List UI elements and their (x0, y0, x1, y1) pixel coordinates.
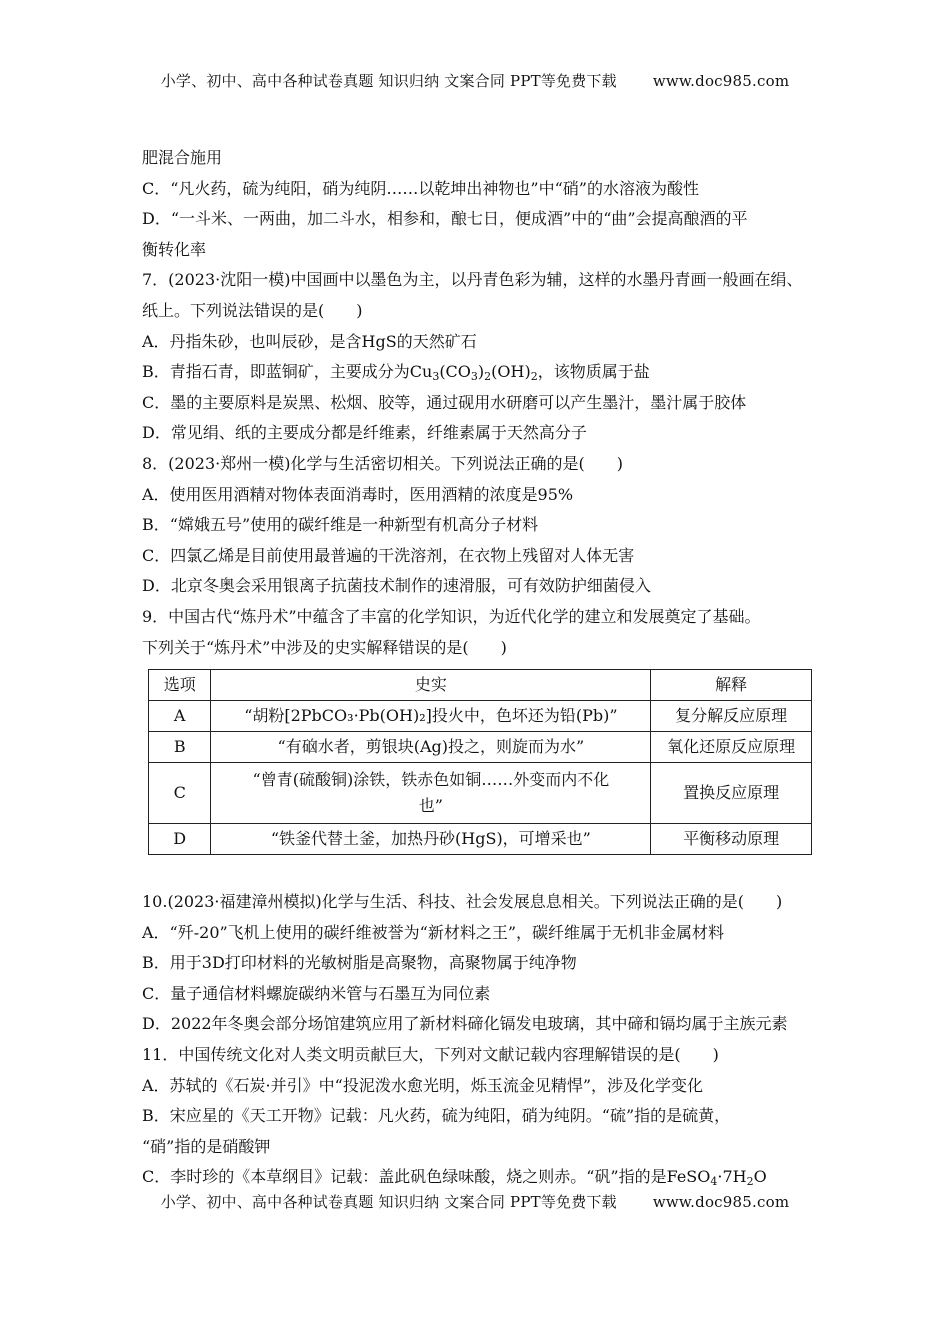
row-fact (211, 763, 651, 824)
q11-option-b-line2: “硝”指的是硝酸钾 (142, 1136, 271, 1156)
footer-text: 小学、初中、高中各种试卷真题 知识归纳 文案合同 PPT等免费下载 (160, 1193, 617, 1211)
table-row (149, 824, 812, 855)
q7-option-b (142, 357, 812, 388)
header-url: www.doc985.com (652, 72, 790, 90)
q10-option-b: B．用于3D打印材料的光敏树脂是高聚物，高聚物属于纯净物 (142, 953, 577, 973)
q11-stem: 11．中国传统文化对人类文明贡献巨大，下列对文献记载内容理解错误的是( ) (142, 1045, 719, 1065)
q8-option-a: A．使用医用酒精对物体表面消毒时，医用酒精的浓度是95% (142, 484, 574, 504)
table-row (149, 732, 812, 763)
q9-table (148, 669, 812, 855)
row-fact: “胡粉[2PbCO₃·Pb(OH)₂]投火中，色坏还为铅(Pb)” (211, 701, 651, 732)
q10-option-c: C．量子通信材料螺旋碳纳米管与石墨互为同位素 (142, 983, 491, 1003)
row-fact-line2: 也” (418, 796, 443, 816)
row-fact: “铁釜代替土釜，加热丹砂(HgS)，可增采也” (211, 824, 651, 855)
q6-option-d-line2: 衡转化率 (142, 239, 207, 259)
row-fact-line1: “曾青(硫酸铜)涂铁，铁赤色如铜……外变而内不化 (252, 770, 610, 790)
row-explain: 复分解反应原理 (651, 701, 812, 732)
q7-stem-line2: 纸上。下列说法错误的是( ) (142, 300, 363, 320)
q10-option-a: A．“歼-20”飞机上使用的碳纤维被誉为“新材料之王”，碳纤维属于无机非金属材料 (142, 922, 725, 942)
q10-stem: 10.(2023·福建漳州模拟)化学与生活、科技、社会发展息息相关。下列说法正确的是( ) (142, 892, 783, 912)
q11-c-sub2: 2 (746, 1175, 754, 1189)
table-row (149, 701, 812, 732)
table-header-row (149, 670, 812, 701)
q7-stem-line1: 7．(2023·沈阳一模)中国画中以墨色为主，以丹青色彩为辅，这样的水墨丹青画一般画在绢、 (142, 270, 803, 290)
header-explain: 解释 (651, 670, 812, 701)
q11-option-a: A．苏轼的《石炭·并引》中“投泥泼水愈光明，烁玉流金见精悍”，涉及化学变化 (142, 1075, 704, 1095)
row-fact: “有硇水者，剪银块(Ag)投之，则旋而为水” (211, 732, 651, 763)
row-option: D (149, 824, 211, 855)
q6-continuation: 肥混合施用 (142, 148, 223, 167)
q9-stem-line1: 9．中国古代“炼丹术”中蕴含了丰富的化学知识，为近代化学的建立和发展奠定了基础。 (142, 606, 761, 626)
q10-option-d: D．2022年冬奥会部分场馆建筑应用了新材料碲化镉发电玻璃，其中碲和镉均属于主族元素 (142, 1014, 788, 1034)
q7-option-a: A．丹指朱砂，也叫辰砂，是含HgS的天然矿石 (142, 331, 477, 351)
q7-b-text5: ，该物质属于盐 (537, 362, 650, 382)
q11-c-text2: ·7H (717, 1167, 747, 1187)
row-option: A (149, 701, 211, 732)
q7-b-text1: B．青指石青，即蓝铜矿，主要成分为Cu (142, 362, 433, 382)
header-option: 选项 (149, 670, 211, 701)
q11-c-text3: O (753, 1167, 767, 1187)
q7-b-text3: ) (477, 362, 485, 382)
q7-b-text2: (CO (439, 362, 471, 382)
q7-b-sub1: 3 (432, 370, 440, 384)
q7-b-sub2: 3 (470, 370, 478, 384)
q11-c-text1: C．李时珍的《本草纲目》记载：盖此矾色绿味酸，烧之则赤。“矾”指的是FeSO (142, 1167, 711, 1187)
row-explain: 置换反应原理 (651, 763, 812, 824)
footer-url: www.doc985.com (652, 1193, 790, 1211)
q7-b-text4: (OH) (491, 362, 531, 382)
q9-table-wrapper (148, 669, 812, 855)
q11-c-sub1: 4 (710, 1175, 718, 1189)
row-explain: 氧化还原反应原理 (651, 732, 812, 763)
q6-option-d-line1: D．“一斗米、一两曲，加二斗水，相参和，酿七日，便成酒”中的“曲”会提高酿酒的平 (142, 209, 748, 229)
row-explain: 平衡移动原理 (651, 824, 812, 855)
row-option: B (149, 732, 211, 763)
q7-option-d: D．常见绢、纸的主要成分都是纤维素，纤维素属于天然高分子 (142, 423, 587, 443)
row-option: C (149, 763, 211, 824)
q8-stem: 8．(2023·郑州一模)化学与生活密切相关。下列说法正确的是( ) (142, 453, 623, 473)
q7-b-sub4: 2 (530, 370, 538, 384)
q11-option-b-line1: B．宋应星的《天工开物》记载：凡火药，硫为纯阳，硝为纯阴。“硫”指的是硫黄， (142, 1106, 731, 1126)
table-row (149, 763, 812, 824)
q7-b-sub3: 2 (484, 370, 492, 384)
page-header (0, 70, 950, 91)
header-text: 小学、初中、高中各种试卷真题 知识归纳 文案合同 PPT等免费下载 (160, 72, 617, 90)
page-footer (0, 1191, 950, 1212)
q11-option-c (142, 1162, 812, 1193)
q9-stem-line2: 下列关于“炼丹术”中涉及的史实解释错误的是( ) (142, 637, 507, 657)
q8-option-c: C．四氯乙烯是目前使用最普遍的干洗溶剂，在衣物上残留对人体无害 (142, 545, 635, 565)
header-fact: 史实 (211, 670, 651, 701)
q7-option-c: C．墨的主要原料是炭黑、松烟、胶等，通过砚用水研磨可以产生墨汁，墨汁属于胶体 (142, 392, 747, 412)
q8-option-b: B．“嫦娥五号”使用的碳纤维是一种新型有机高分子材料 (142, 515, 539, 535)
document-body (142, 143, 812, 1193)
q6-option-c: C．“凡火药，硫为纯阳，硝为纯阴……以乾坤出神物也”中“硝”的水溶液为酸性 (142, 178, 699, 198)
q8-option-d: D．北京冬奥会采用银离子抗菌技术制作的速滑服，可有效防护细菌侵入 (142, 576, 651, 596)
